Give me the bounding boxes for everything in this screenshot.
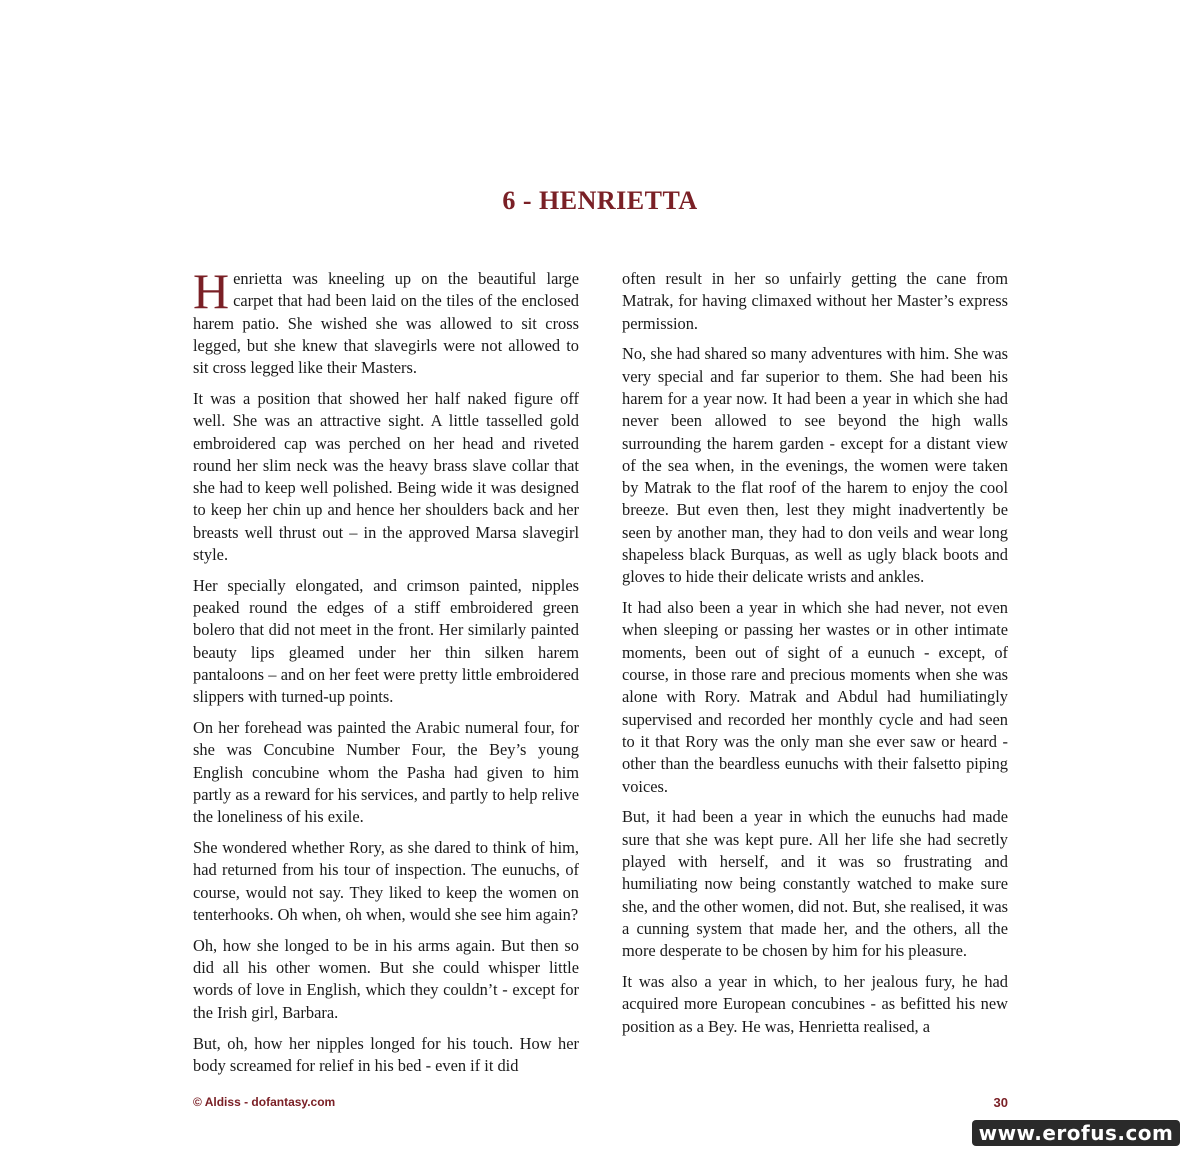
left-column (193, 263, 579, 1086)
paragraph: It was also a year in which, to her jealous fury, he had acquired more European concubines - as befitted his new position as a Bey. He was, Henrietta realised, a (622, 971, 1008, 1036)
paragraph (193, 263, 579, 379)
paragraph: Oh, how she longed to be in his arms again. But then so did all his other women. But she could whisper little words of love in English, which they couldn’t - except for the Irish girl, Barbara. (193, 935, 579, 1022)
watermark: www.erofus.com (972, 1120, 1180, 1146)
right-column (622, 268, 1008, 1046)
paragraph: But, oh, how her nipples longed for his touch. How her body screamed for relief in his bed - even if it did (193, 1033, 579, 1075)
paragraph: Her specially elongated, and crimson painted, nipples peaked round the edges of a stiff embroidered green bolero that did not meet in the front. Her similarly painted beauty lips gleamed under her thin silken harem pantaloons – and on her feet were pretty little embroidered slippers with turned-up points. (193, 575, 579, 707)
footer-copyright: © Aldiss - dofantasy.com (193, 1095, 336, 1109)
chapter-title: 6 - HENRIETTA (502, 186, 698, 215)
paragraph: It was a position that showed her half naked figure off well. She was an attractive sight. A little tasselled gold embroidered cap was perched on her head and riveted round her slim neck was the heavy brass slave collar that she had to keep well polished. Being wide it was designed to keep her chin up and hence her shoulders back and her breasts well thrust out – in the approved Marsa slavegirl style. (193, 388, 579, 565)
paragraph: But, it had been a year in which the eunuchs had made sure that she was kept pure. All her life she had secretly played with herself, and it was so frustrating and humiliating now being constantly watched to make sure she, and the other women, did not. But, she realised, it was a cunning system that made her, and the others, all the more desperate to be chosen by him for his pleasure. (622, 807, 1009, 961)
paragraph: often result in her so unfairly getting the cane from Matrak, for having climaxed without her Master’s express permission. (622, 269, 1008, 333)
page-number: 30 (993, 1095, 1008, 1110)
paragraph: On her forehead was painted the Arabic numeral four, for she was Concubine Number Four, the Bey’s young English concubine whom the Pasha had given to him partly as a reward for his services, and partly to help relive the loneliness of his exile. (193, 718, 579, 827)
paragraph: No, she had shared so many adventures with him. She was very special and far superior to them. She had been his harem for a year now. It had been a year in which she had never been allowed to see beyond the high walls surrounding the harem garden - except for a distant view of the sea when, in the evenings, the women were taken by Matrak to the flat roof of the harem to enjoy the cool breeze. But even then, lest they might inadvertently be seen by another man, they had to don veils and wear long shapeless black Burquas, as well as ugly black boots and gloves to hide their delicate wrists and ankles. (622, 344, 1008, 587)
paragraph: It had also been a year in which she had never, not even when sleeping or passing her wastes or in other intimate moments, been out of sight of a eunuch - except, of course, in those rare and precious moments when she was alone with Rory. Matrak and Abdul had humiliatingly supervised and recorded her monthly cycle and had seen to it that Rory was the only man she ever saw or heard - other than the beardless eunuchs with their falsetto piping voices. (622, 598, 1008, 796)
paragraph: She wondered whether Rory, as she dared to think of him, had returned from his tour of inspection. The eunuchs, of course, would not say. They liked to keep the women on tenterhooks. Oh when, oh when, would she see him again? (193, 838, 579, 925)
drop-cap: H (193, 263, 230, 319)
paragraph-text: enrietta was kneeling up on the beautiful large carpet that had been laid on the tiles of the enclosed harem patio. She wished she was allowed to sit cross legged, but she knew that slavegirls were not allowed to sit cross legged like their Masters. (193, 269, 579, 378)
